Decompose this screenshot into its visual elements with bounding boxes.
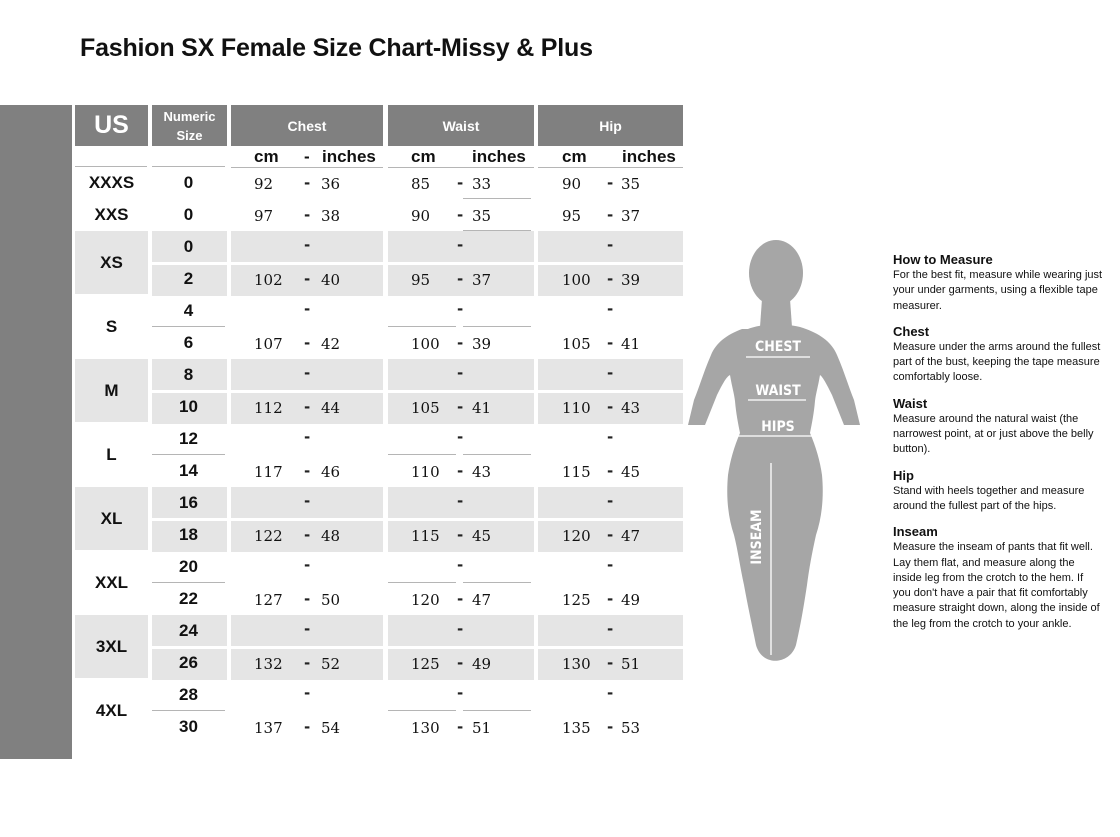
subheader-rule xyxy=(388,167,534,168)
numeric-size: 10 xyxy=(179,397,198,416)
figure-label-waist: WAIST xyxy=(755,383,801,399)
waist-cm-label: cm xyxy=(411,147,436,166)
numeric-size: 8 xyxy=(183,365,194,384)
hip-separator: - xyxy=(607,462,614,480)
waist-separator: - xyxy=(457,270,464,288)
hip-inch-value: 35 xyxy=(621,175,641,193)
chest-separator: - xyxy=(304,590,311,608)
chest-cm-value: 92 xyxy=(254,175,274,193)
chest-cm-value: 132 xyxy=(254,655,283,673)
chest-inch-value: 48 xyxy=(321,527,341,545)
row-rule xyxy=(152,454,225,455)
chest-inch-value: 38 xyxy=(321,207,341,225)
header-us: US xyxy=(75,105,148,146)
hip-empty-separator: - xyxy=(607,492,614,510)
chest-cm-value: 97 xyxy=(254,207,274,225)
row-rule xyxy=(388,454,456,455)
guide-section xyxy=(893,524,1103,632)
hip-cm-value: 90 xyxy=(562,175,582,193)
size-label-4xl: 4XL xyxy=(95,701,128,720)
row-rule xyxy=(388,326,456,327)
hip-separator: - xyxy=(607,718,614,736)
row-rule xyxy=(152,582,225,583)
waist-inch-value: 43 xyxy=(472,463,492,481)
numeric-size: 20 xyxy=(179,557,198,576)
numeric-size: 18 xyxy=(179,525,198,544)
figure-label-hips: HIPS xyxy=(761,419,795,435)
waist-empty-separator: - xyxy=(457,556,464,574)
guide-heading: Hip xyxy=(893,467,914,483)
chest-inch-value: 46 xyxy=(321,463,341,481)
hip-inches-label: inches xyxy=(622,147,676,166)
waist-inch-value: 49 xyxy=(472,655,492,673)
header-waist: Waist xyxy=(388,105,534,146)
numeric-size: 2 xyxy=(183,269,194,288)
subheader-rule xyxy=(75,166,147,167)
page-title: Fashion SX Female Size Chart-Missy & Plus xyxy=(80,34,593,62)
numeric-size: 16 xyxy=(179,493,198,512)
hip-separator: - xyxy=(607,398,614,416)
numeric-size: 30 xyxy=(179,717,198,736)
hip-cm-value: 125 xyxy=(562,591,591,609)
size-label-m: M xyxy=(104,381,119,400)
guide-text: For the best fit, measure while wearing just your under garments, using a flexible tape measurer. xyxy=(893,269,1103,312)
chest-empty-separator: - xyxy=(304,556,311,574)
chest-inch-value: 36 xyxy=(321,175,341,193)
hip-inch-value: 51 xyxy=(621,655,641,673)
hip-inch-value: 43 xyxy=(621,399,641,417)
chest-cm-value: 137 xyxy=(254,719,283,737)
chest-separator: - xyxy=(304,334,311,352)
measurement-guide xyxy=(893,252,1103,642)
hip-empty-separator: - xyxy=(607,364,614,382)
waist-cm-value: 85 xyxy=(411,175,431,193)
waist-separator: - xyxy=(457,718,464,736)
size-label-s: S xyxy=(105,317,118,336)
waist-inch-value: 47 xyxy=(472,591,492,609)
hip-inch-value: 41 xyxy=(621,335,641,353)
chest-inch-value: 52 xyxy=(321,655,341,673)
waist-empty-separator: - xyxy=(457,620,464,638)
numeric-size: 0 xyxy=(183,237,194,256)
chest-empty-separator: - xyxy=(304,492,311,510)
chest-inch-value: 54 xyxy=(321,719,341,737)
chest-cm-value: 122 xyxy=(254,527,283,545)
chest-empty-separator: - xyxy=(304,428,311,446)
waist-cm-value: 95 xyxy=(411,271,431,289)
hip-cm-value: 115 xyxy=(562,463,591,481)
waist-cm-value: 120 xyxy=(411,591,440,609)
chest-cm-value: 117 xyxy=(254,463,283,481)
waist-cm-value: 105 xyxy=(411,399,440,417)
chest-separator: - xyxy=(304,462,311,480)
guide-text: Measure under the arms around the fullest part of the bust, keeping the tape measure comfortably loose. xyxy=(893,340,1101,384)
waist-empty-separator: - xyxy=(457,236,464,254)
waist-separator: - xyxy=(457,526,464,544)
row-rule xyxy=(463,454,531,455)
chest-inch-value: 42 xyxy=(321,335,341,353)
chest-inch-value: 50 xyxy=(321,591,341,609)
waist-separator: - xyxy=(457,462,464,480)
hip-inch-value: 45 xyxy=(621,463,641,481)
hip-cm-value: 100 xyxy=(562,271,591,289)
chest-inch-value: 44 xyxy=(321,399,341,417)
chest-cm-label: cm xyxy=(254,147,279,166)
size-label-xxl: XXL xyxy=(94,573,129,592)
waist-inch-value: 33 xyxy=(472,175,492,193)
waist-separator: - xyxy=(457,398,464,416)
size-label-3xl: 3XL xyxy=(95,637,128,656)
header-numeric-line2: Size xyxy=(176,127,203,143)
chest-separator: - xyxy=(304,718,311,736)
figure-label-inseam: INSEAM xyxy=(749,509,765,565)
left-strip xyxy=(0,105,72,759)
numeric-size: 4 xyxy=(183,301,194,320)
hip-separator: - xyxy=(607,174,614,192)
size-label-l: L xyxy=(106,445,117,464)
hip-empty-separator: - xyxy=(607,620,614,638)
numeric-size: 0 xyxy=(183,205,194,224)
numeric-size: 28 xyxy=(179,685,198,704)
header-numeric-line1: Numeric xyxy=(163,108,216,124)
row-rule xyxy=(463,198,531,199)
guide-section xyxy=(893,396,1103,458)
hip-cm-value: 120 xyxy=(562,527,591,545)
hip-inch-value: 53 xyxy=(621,719,641,737)
chest-cm-value: 127 xyxy=(254,591,283,609)
chest-separator: - xyxy=(304,654,311,672)
waist-empty-separator: - xyxy=(457,428,464,446)
row-rule xyxy=(463,326,531,327)
waist-empty-separator: - xyxy=(457,492,464,510)
guide-heading: Waist xyxy=(893,395,928,411)
waist-inch-value: 45 xyxy=(472,527,492,545)
waist-separator: - xyxy=(457,590,464,608)
hip-cm-value: 130 xyxy=(562,655,591,673)
waist-empty-separator: - xyxy=(457,684,464,702)
hip-inch-value: 39 xyxy=(621,271,641,289)
guide-section xyxy=(893,252,1103,314)
figure-label-chest: CHEST xyxy=(754,339,802,355)
chest-inch-value: 40 xyxy=(321,271,341,289)
waist-separator: - xyxy=(457,206,464,224)
guide-section xyxy=(893,468,1103,515)
hip-empty-separator: - xyxy=(607,428,614,446)
hip-cm-value: 105 xyxy=(562,335,591,353)
chest-separator: - xyxy=(304,526,311,544)
body-measurement-figure xyxy=(682,235,882,675)
header-numeric-size xyxy=(152,105,227,146)
guide-heading: How to Measure xyxy=(893,252,993,267)
hip-inch-value: 37 xyxy=(621,207,641,225)
waist-inches-label: inches xyxy=(472,147,526,166)
numeric-size: 0 xyxy=(183,173,194,192)
chest-separator: - xyxy=(304,206,311,224)
row-rule xyxy=(152,326,225,327)
waist-separator: - xyxy=(457,334,464,352)
hip-inch-value: 49 xyxy=(621,591,641,609)
guide-text: Measure around the natural waist (the narrowest point, at or just above the belly button). xyxy=(893,412,1094,456)
guide-text: Measure the inseam of pants that fit well. Lay them flat, and measure along the inside leg from the crotch to the hem. If you don't have a pair that fit comfortably measure straight down, along the inside of the leg from the crotch to your ankle. xyxy=(893,541,1100,630)
chest-empty-separator: - xyxy=(304,300,311,318)
hip-empty-separator: - xyxy=(607,556,614,574)
waist-inch-value: 37 xyxy=(472,271,492,289)
hip-empty-separator: - xyxy=(607,300,614,318)
hip-cm-value: 95 xyxy=(562,207,582,225)
guide-heading: Inseam xyxy=(893,524,938,540)
chest-empty-separator: - xyxy=(304,364,311,382)
chest-cm-value: 102 xyxy=(254,271,283,289)
subheader-rule xyxy=(231,167,383,168)
waist-separator: - xyxy=(457,654,464,672)
waist-empty-separator: - xyxy=(457,300,464,318)
hip-cm-value: 110 xyxy=(562,399,591,417)
hip-separator: - xyxy=(607,206,614,224)
hip-separator: - xyxy=(607,526,614,544)
waist-cm-value: 110 xyxy=(411,463,440,481)
chest-separator: - xyxy=(304,174,311,192)
waist-inch-value: 51 xyxy=(472,719,492,737)
numeric-size: 6 xyxy=(183,333,194,352)
guide-text: Stand with heels together and measure around the fullest part of the hips. xyxy=(893,484,1085,512)
chest-empty-separator: - xyxy=(304,236,311,254)
row-rule xyxy=(463,582,531,583)
hip-empty-separator: - xyxy=(607,684,614,702)
hip-separator: - xyxy=(607,590,614,608)
size-label-xxs: XXS xyxy=(94,205,129,224)
subheader-rule xyxy=(538,167,683,168)
waist-cm-value: 125 xyxy=(411,655,440,673)
row-rule xyxy=(463,710,531,711)
size-label-xs: XS xyxy=(100,253,123,272)
hip-separator: - xyxy=(607,334,614,352)
hip-cm-value: 135 xyxy=(562,719,591,737)
numeric-size: 12 xyxy=(179,429,198,448)
waist-inch-value: 39 xyxy=(472,335,492,353)
hip-empty-separator: - xyxy=(607,236,614,254)
hip-cm-label: cm xyxy=(562,147,587,166)
numeric-size: 26 xyxy=(179,653,198,672)
chest-inches-label: inches xyxy=(322,147,376,166)
waist-inch-value: 41 xyxy=(472,399,492,417)
waist-cm-value: 100 xyxy=(411,335,440,353)
chest-separator: - xyxy=(304,270,311,288)
size-label-xxxs: XXXS xyxy=(88,173,135,192)
chest-cm-value: 107 xyxy=(254,335,283,353)
waist-cm-value: 90 xyxy=(411,207,431,225)
header-hip: Hip xyxy=(538,105,683,146)
size-label-xl: XL xyxy=(100,509,123,528)
hip-separator: - xyxy=(607,654,614,672)
guide-heading: Chest xyxy=(893,323,930,339)
chest-separator: - xyxy=(304,398,311,416)
body-silhouette xyxy=(688,240,860,661)
chest-empty-separator: - xyxy=(304,684,311,702)
waist-cm-value: 130 xyxy=(411,719,440,737)
header-chest: Chest xyxy=(231,105,383,146)
waist-empty-separator: - xyxy=(457,364,464,382)
hip-inch-value: 47 xyxy=(621,527,641,545)
chest-cm-value: 112 xyxy=(254,399,283,417)
row-rule xyxy=(388,582,456,583)
guide-section xyxy=(893,324,1103,386)
row-rule xyxy=(152,710,225,711)
waist-inch-value: 35 xyxy=(472,207,492,225)
waist-cm-value: 115 xyxy=(411,527,440,545)
hip-separator: - xyxy=(607,270,614,288)
numeric-size: 14 xyxy=(179,461,198,480)
row-rule xyxy=(388,710,456,711)
chest-empty-separator: - xyxy=(304,620,311,638)
numeric-size: 22 xyxy=(179,589,198,608)
subheader-rule xyxy=(152,166,225,167)
numeric-size: 24 xyxy=(179,621,198,640)
chest-separator: - xyxy=(304,147,310,166)
waist-separator: - xyxy=(457,174,464,192)
